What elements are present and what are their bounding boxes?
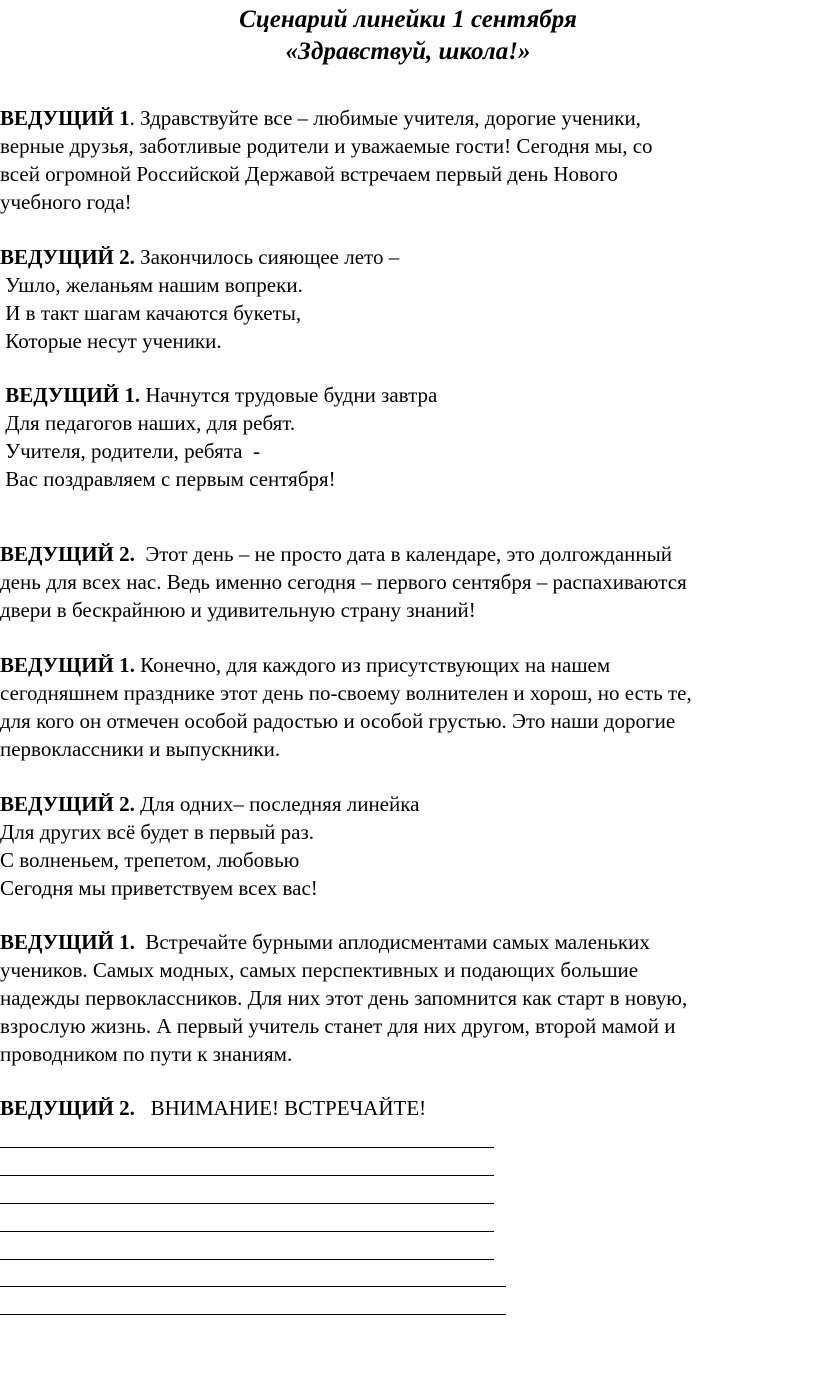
script-line bbox=[0, 540, 816, 568]
script-line: Ушло, желаньям нашим вопреки. bbox=[0, 273, 303, 297]
script-text: Для одних– последняя линейка bbox=[134, 792, 420, 816]
script-line: учеников. Самых модных, самых перспективных и подающих большие bbox=[0, 958, 639, 982]
script-line: сегодняшнем празднике этот день по-своему волнителен и хорош, но есть те, bbox=[0, 681, 692, 705]
script-block-host2-poem-2 bbox=[0, 790, 816, 902]
speaker-label: ВЕДУЩИЙ 1. bbox=[0, 930, 135, 954]
script-line bbox=[0, 381, 816, 409]
script-text: Конечно, для каждого из присутствующих на нашем bbox=[134, 653, 611, 677]
script-line: Которые несут ученики. bbox=[0, 329, 222, 353]
script-line: всей огромной Российской Державой встречаем первый день Нового bbox=[0, 162, 618, 186]
script-line: Учителя, родители, ребята - bbox=[0, 439, 260, 463]
script-block-host1-poem bbox=[0, 381, 816, 493]
blank-line bbox=[0, 1147, 494, 1148]
script-line: первоклассники и выпускники. bbox=[0, 737, 281, 761]
speaker-label: ВЕДУЩИЙ 1. bbox=[0, 383, 141, 407]
script-line: Для педагогов наших, для ребят. bbox=[0, 411, 296, 435]
title-line-2: «Здравствуй, школа!» bbox=[285, 38, 531, 65]
script-block-host1-welcome bbox=[0, 928, 816, 1068]
blank-line bbox=[0, 1203, 494, 1204]
script-line bbox=[0, 104, 816, 132]
script-line: для кого он отмечен особой радостью и особой грустью. Это наши дорогие bbox=[0, 709, 676, 733]
speaker-label: ВЕДУЩИЙ 1 bbox=[0, 106, 130, 130]
script-text: . Здравствуйте все – любимые учителя, дорогие ученики, bbox=[129, 106, 641, 130]
script-block-host2-attention bbox=[0, 1094, 816, 1122]
script-line: Для других всё будет в первый раз. bbox=[0, 820, 315, 844]
script-text: Начнутся трудовые будни завтра bbox=[140, 383, 438, 407]
document-title bbox=[0, 4, 816, 68]
script-block-host1-firstgraders bbox=[0, 651, 816, 763]
speaker-label: ВЕДУЩИЙ 2. bbox=[0, 792, 135, 816]
blank-line bbox=[0, 1175, 494, 1176]
script-line bbox=[0, 243, 816, 271]
script-line bbox=[0, 1094, 816, 1122]
script-line bbox=[0, 651, 816, 679]
script-line bbox=[0, 928, 816, 956]
script-text: ВНИМАНИЕ! ВСТРЕЧАЙТЕ! bbox=[134, 1096, 427, 1120]
blank-line bbox=[0, 1314, 506, 1315]
script-line: проводником по пути к знаниям. bbox=[0, 1042, 293, 1066]
script-block-host2-day bbox=[0, 540, 816, 624]
script-block-host1-greeting bbox=[0, 104, 816, 216]
speaker-label: ВЕДУЩИЙ 1. bbox=[0, 653, 135, 677]
speaker-label: ВЕДУЩИЙ 2. bbox=[0, 542, 135, 566]
script-text: Встречайте бурными аплодисментами самых маленьких bbox=[134, 930, 650, 954]
script-line: Сегодня мы приветствуем всех вас! bbox=[0, 876, 318, 900]
script-line: день для всех нас. Ведь именно сегодня – первого сентября – распахиваются bbox=[0, 570, 687, 594]
script-line: верные друзья, заботливые родители и уважаемые гости! Сегодня мы, со bbox=[0, 134, 653, 158]
script-line: учебного года! bbox=[0, 190, 132, 214]
script-line: двери в бескрайнюю и удивительную страну знаний! bbox=[0, 598, 476, 622]
script-line bbox=[0, 790, 816, 818]
script-text: Закончилось сияющее лето – bbox=[134, 245, 400, 269]
title-line-1: Сценарий линейки 1 сентября bbox=[239, 6, 577, 33]
script-line: И в такт шагам качаются букеты, bbox=[0, 301, 302, 325]
script-block-host2-poem bbox=[0, 243, 816, 355]
script-text: Этот день – не просто дата в календаре, это долгожданный bbox=[134, 542, 672, 566]
script-line: С волненьем, трепетом, любовью bbox=[0, 848, 300, 872]
blank-line bbox=[0, 1259, 494, 1260]
blank-line bbox=[0, 1286, 506, 1287]
script-line: надежды первоклассников. Для них этот день запомнится как старт в новую, bbox=[0, 986, 688, 1010]
speaker-label: ВЕДУЩИЙ 2. bbox=[0, 1096, 135, 1120]
script-line: взрослую жизнь. А первый учитель станет для них другом, второй мамой и bbox=[0, 1014, 676, 1038]
script-line: Вас поздравляем с первым сентября! bbox=[0, 467, 336, 491]
speaker-label: ВЕДУЩИЙ 2. bbox=[0, 245, 135, 269]
blank-line bbox=[0, 1231, 494, 1232]
